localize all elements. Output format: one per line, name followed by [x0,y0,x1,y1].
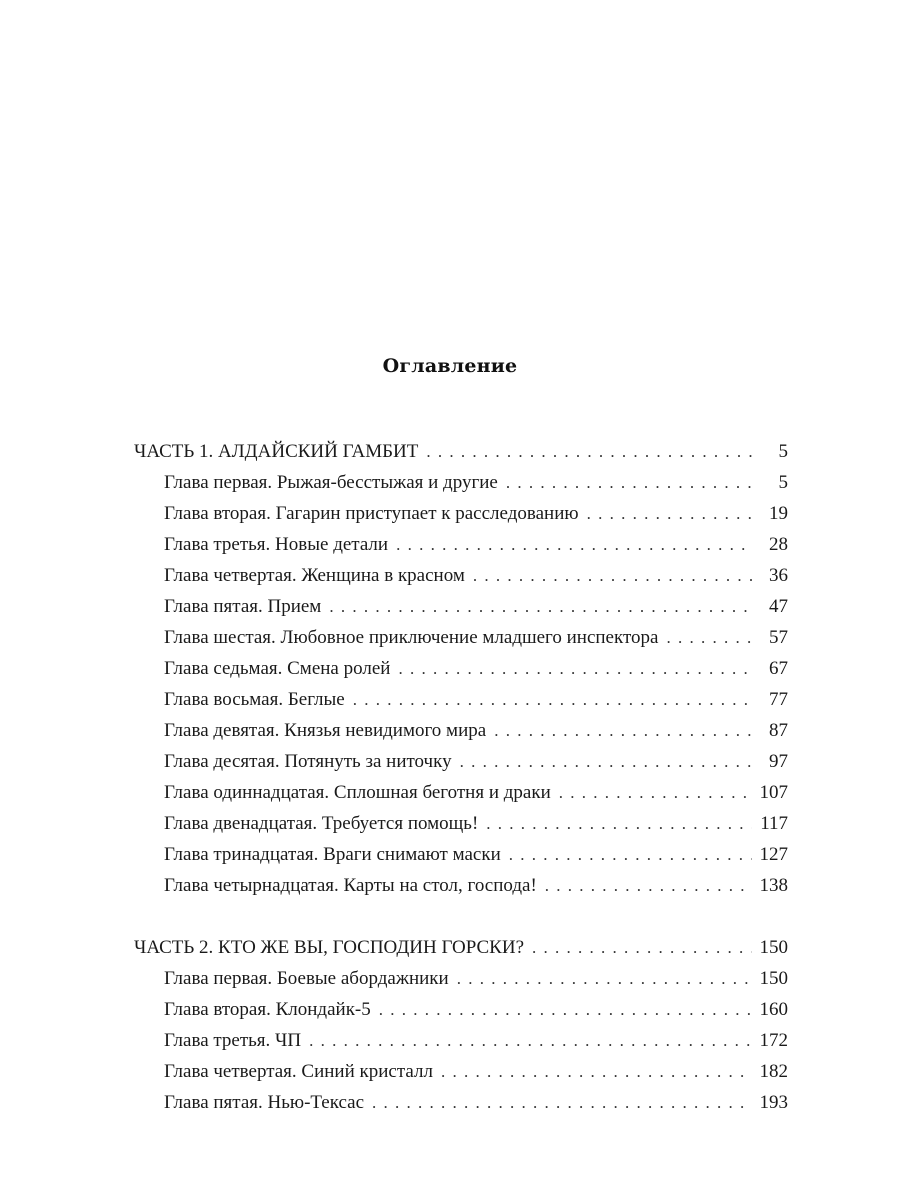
dot-leader [309,1025,752,1056]
page-number: 67 [769,658,788,679]
page-number: 28 [769,534,788,555]
table-of-contents [134,436,788,1149]
chapter-title: Глава четырнадцатая. Карты на стол, господа! [164,875,537,896]
dot-leader [372,1087,752,1118]
page-number: 107 [759,782,788,803]
dot-leader [379,994,752,1025]
dot-leader [353,684,752,715]
page-number: 160 [759,999,788,1020]
toc-part [134,436,788,901]
chapter-title: Глава четвертая. Синий кристалл [164,1061,433,1082]
chapter-title: Глава двенадцатая. Требуется помощь! [164,813,479,834]
page-number: 5 [778,441,788,462]
dot-leader [473,560,752,591]
chapter-row[interactable] [134,560,788,591]
dot-leader [329,591,752,622]
chapter-row[interactable] [134,1056,788,1087]
dot-leader [666,622,752,653]
part-heading-row[interactable] [134,436,788,467]
dot-leader [532,932,752,963]
page-number: 87 [769,720,788,741]
chapter-row[interactable] [134,529,788,560]
toc-title: Оглавление [382,355,518,377]
page-number: 182 [759,1061,788,1082]
toc-part [134,932,788,1118]
chapter-row[interactable] [134,777,788,808]
dot-leader [396,529,752,560]
dot-leader [559,777,752,808]
chapter-row[interactable] [134,839,788,870]
dot-leader [441,1056,752,1087]
chapter-title: Глава тринадцатая. Враги снимают маски [164,844,501,865]
chapter-title: Глава четвертая. Женщина в красном [164,565,465,586]
part-title: ЧАСТЬ 1. АЛДАЙСКИЙ ГАМБИТ [134,441,419,462]
chapter-title: Глава вторая. Гагарин приступает к расследованию [164,503,579,524]
chapter-row[interactable] [134,746,788,777]
dot-leader [398,653,752,684]
part-title: ЧАСТЬ 2. КТО ЖЕ ВЫ, ГОСПОДИН ГОРСКИ? [134,937,525,958]
page-number: 150 [759,937,788,958]
dot-leader [457,963,752,994]
page-number: 77 [769,689,788,710]
page-number: 193 [759,1092,788,1113]
dot-leader [494,715,752,746]
chapter-row[interactable] [134,622,788,653]
page-number: 117 [760,813,788,834]
page-number: 47 [769,596,788,617]
page-number: 172 [759,1030,788,1051]
chapter-row[interactable] [134,715,788,746]
dot-leader [545,870,752,901]
chapter-row[interactable] [134,963,788,994]
chapter-title: Глава восьмая. Беглые [164,689,345,710]
chapter-row[interactable] [134,1087,788,1118]
page-number: 127 [759,844,788,865]
part-heading-row[interactable] [134,932,788,963]
chapter-title: Глава третья. Новые детали [164,534,389,555]
chapter-row[interactable] [134,467,788,498]
chapter-row[interactable] [134,684,788,715]
chapter-title: Глава одиннадцатая. Сплошная беготня и драки [164,782,551,803]
chapter-title: Глава первая. Боевые абордажники [164,968,449,989]
chapter-row[interactable] [134,498,788,529]
page-number: 150 [759,968,788,989]
page-number: 57 [769,627,788,648]
chapter-title: Глава первая. Рыжая-бесстыжая и другие [164,472,498,493]
chapter-title: Глава седьмая. Смена ролей [164,658,391,679]
chapter-title: Глава третья. ЧП [164,1030,302,1051]
chapter-title: Глава девятая. Князья невидимого мира [164,720,487,741]
chapter-row[interactable] [134,994,788,1025]
dot-leader [506,467,752,498]
page-number: 36 [769,565,788,586]
chapter-row[interactable] [134,653,788,684]
dot-leader [460,746,752,777]
dot-leader [486,808,752,839]
chapter-title: Глава десятая. Потянуть за ниточку [164,751,452,772]
dot-leader [587,498,752,529]
chapter-title: Глава вторая. Клондайк-5 [164,999,371,1020]
page-number: 5 [778,472,788,493]
chapter-title: Глава шестая. Любовное приключение младшего инспектора [164,627,659,648]
dot-leader [426,436,752,467]
chapter-title: Глава пятая. Прием [164,596,322,617]
page-number: 138 [759,875,788,896]
chapter-row[interactable] [134,870,788,901]
chapter-row[interactable] [134,591,788,622]
chapter-title: Глава пятая. Нью-Тексас [164,1092,365,1113]
chapter-row[interactable] [134,808,788,839]
page-number: 97 [769,751,788,772]
dot-leader [509,839,752,870]
chapter-row[interactable] [134,1025,788,1056]
page-number: 19 [769,503,788,524]
